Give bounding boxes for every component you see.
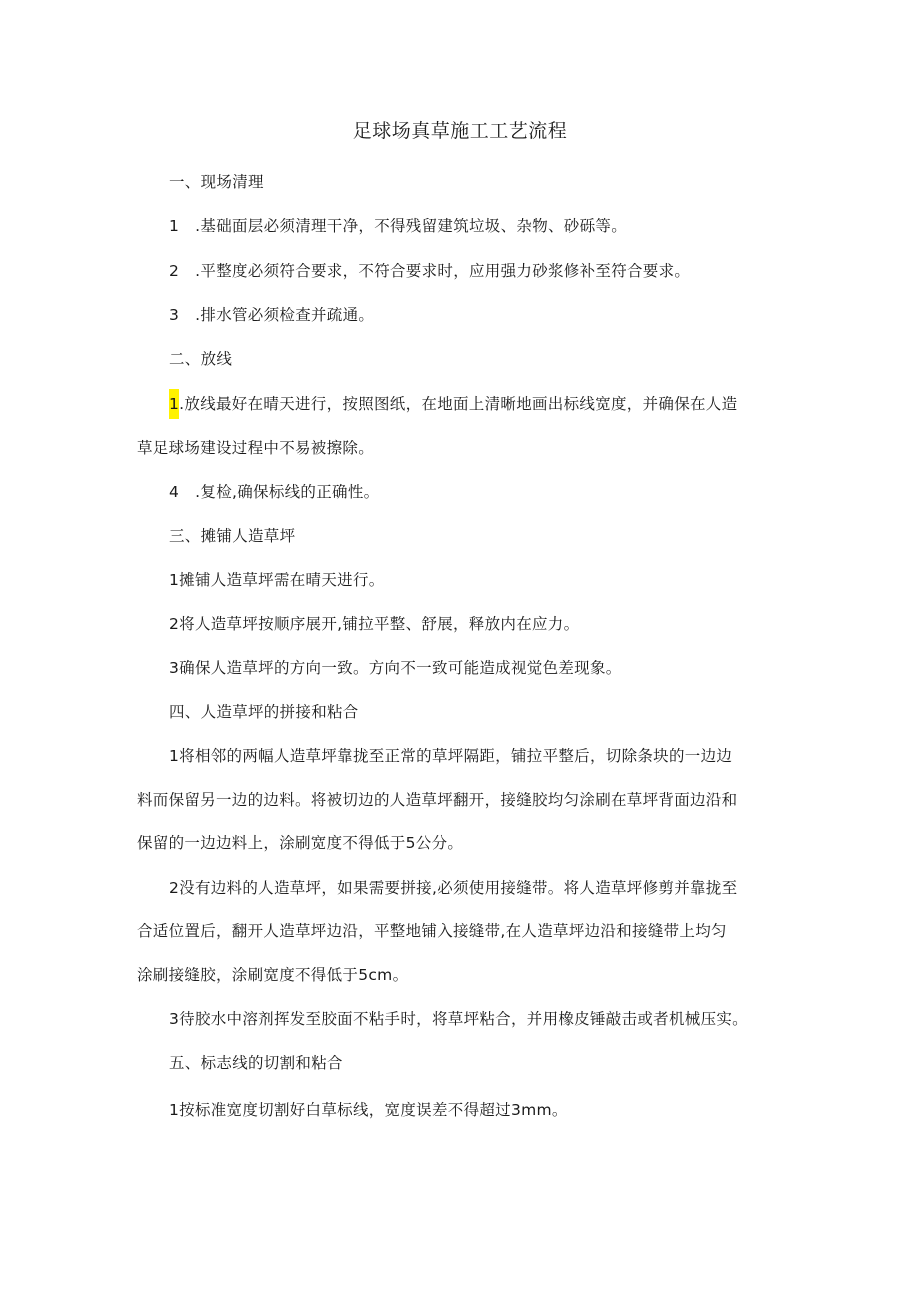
item-text: .放线最好在晴天进行，按照图纸，在地面上清晰地画出标线宽度，并确保在人造 bbox=[179, 395, 738, 413]
list-item: 1按标准宽度切割好白草标线，宽度误差不得超过3mm。 bbox=[169, 1101, 568, 1119]
item-text: .复检,确保标线的正确性。 bbox=[195, 483, 380, 501]
paragraph-line: 合适位置后，翻开人造草坪边沿，平整地铺入接缝带,在人造草坪边沿和接缝带上均匀 bbox=[137, 922, 727, 940]
document-title: 足球场真草施工工艺流程 bbox=[352, 120, 568, 142]
section-heading: 一、现场清理 bbox=[169, 173, 264, 191]
item-number: 2 bbox=[169, 262, 180, 280]
paragraph-line: 涂刷接缝胶，涂刷宽度不得低于5cm。 bbox=[137, 966, 409, 984]
paragraph-line: 保留的一边边料上，涂刷宽度不得低于5公分。 bbox=[137, 834, 464, 852]
list-item bbox=[169, 303, 374, 327]
list-item: 1摊铺人造草坪需在晴天进行。 bbox=[169, 571, 385, 589]
paragraph-line: 料而保留另一边的边料。将被切边的人造草坪翻开，接缝胶均匀涂刷在草坪背面边沿和 bbox=[137, 791, 738, 809]
item-number: 1 bbox=[169, 217, 180, 235]
list-item: 2将人造草坪按顺序展开,铺拉平整、舒展，释放内在应力。 bbox=[169, 615, 580, 633]
section-heading: 四、人造草坪的拼接和粘合 bbox=[169, 703, 359, 721]
list-item bbox=[169, 259, 690, 283]
item-text: .平整度必须符合要求，不符合要求时，应用强力砂浆修补至符合要求。 bbox=[195, 262, 691, 280]
section-heading: 五、标志线的切割和粘合 bbox=[169, 1054, 343, 1072]
paragraph-line: 3待胶水中溶剂挥发至胶面不粘手时，将草坪粘合，并用橡皮锤敲击或者机械压实。 bbox=[169, 1010, 748, 1028]
list-item bbox=[169, 392, 737, 416]
paragraph-line: 1将相邻的两幅人造草坪靠拢至正常的草坪隔距，铺拉平整后，切除条块的一边边 bbox=[169, 747, 733, 765]
list-item-continuation: 草足球场建设过程中不易被擦除。 bbox=[137, 439, 375, 457]
item-text: .排水管必须检查并疏通。 bbox=[195, 306, 375, 324]
paragraph-line: 2没有边料的人造草坪，如果需要拼接,必须使用接缝带。将人造草坪修剪并靠拢至 bbox=[169, 879, 738, 897]
item-number: 3 bbox=[169, 306, 180, 324]
list-item bbox=[169, 214, 627, 238]
item-number: 4 bbox=[169, 483, 180, 501]
list-item bbox=[169, 480, 379, 504]
section-heading: 三、摊铺人造草坪 bbox=[169, 527, 296, 545]
list-item: 3确保人造草坪的方向一致。方向不一致可能造成视觉色差现象。 bbox=[169, 659, 622, 677]
item-text: .基础面层必须清理干净，不得残留建筑垃圾、杂物、砂砾等。 bbox=[195, 217, 628, 235]
highlighted-number: 1 bbox=[169, 389, 179, 419]
section-heading: 二、放线 bbox=[169, 350, 233, 368]
